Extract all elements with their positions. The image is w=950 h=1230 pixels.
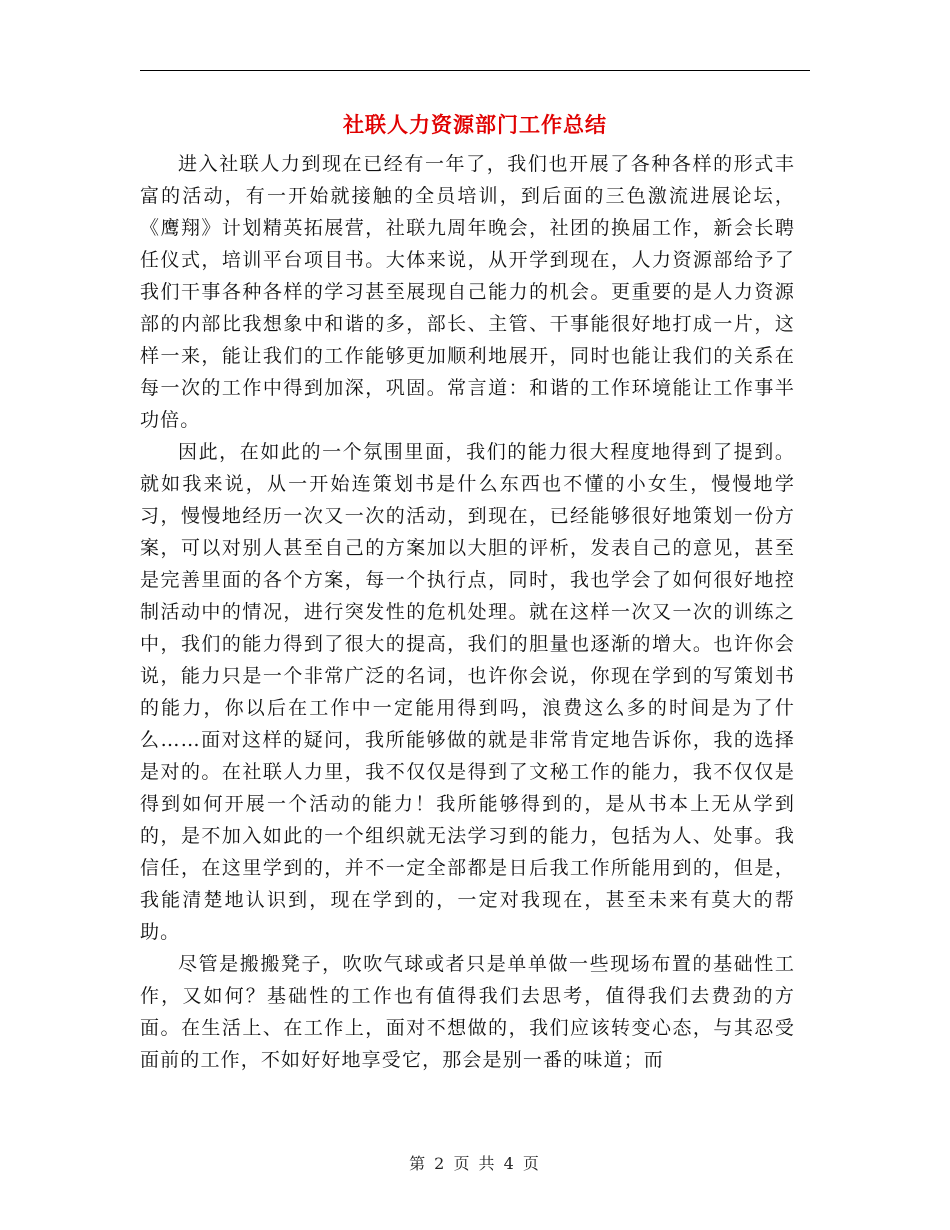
paragraph-2: 因此，在如此的一个氛围里面，我们的能力很大程度地得到了提到。就如我来说，从一开始连策划书是什么东西也不懂的小女生，慢慢地学习，慢慢地经历一次又一次的活动，到现在，已经能够很好地策划一份方案，可以对别人甚至自己的方案加以大胆的评析，发表自己的意见，甚至是完善里面的各个方案，每一个执行点，同时，我也学会了如何很好地控制活动中的情况，进行突发性的危机处理。就在这样一次又一次的训练之中，我们的能力得到了很大的提高，我们的胆量也逐渐的增大。也许你会说，能力只是一个非常广泛的名词，也许你会说，你现在学到的写策划书的能力，你以后在工作中一定能用得到吗，浪费这么多的时间是为了什么……面对这样的疑问，我所能够做的就是非常肯定地告诉你，我的选择是对的。在社联人力里，我不仅仅是得到了文秘工作的能力，我不仅仅是得到如何开展一个活动的能力！我所能够得到的，是从书本上无从学到的，是不加入如此的一个组织就无法学习到的能力，包括为人、处事。我信任，在这里学到的，并不一定全部都是日后我工作所能用到的，但是，我能清楚地认识到，现在学到的，一定对我现在，甚至未来有莫大的帮助。 — [140, 441, 795, 943]
page-number-footer: 第 2 页 共 4 页 — [409, 1154, 541, 1173]
paragraph-1: 进入社联人力到现在已经有一年了，我们也开展了各种各样的形式丰富的活动，有一开始就接触的全员培训，到后面的三色激流进展论坛，《鹰翔》计划精英拓展营，社联九周年晚会，社团的换届工作，新会长聘任仪式，培训平台项目书。大体来说，从开学到现在，人力资源部给予了我们干事各种各样的学习甚至展现自己能力的机会。更重要的是人力资源部的内部比我想象中和谐的多，部长、主管、干事能很好地打成一片，这样一来，能让我们的工作能够更加顺利地展开，同时也能让我们的关系在每一次的工作中得到加深，巩固。常言道：和谐的工作环境能让工作事半功倍。 — [140, 153, 795, 431]
document-body — [140, 148, 795, 1076]
paragraph-3: 尽管是搬搬凳子，吹吹气球或者只是单单做一些现场布置的基础性工作，又如何？基础性的工作也有值得我们去思考，值得我们去费劲的方面。在生活上、在工作上，面对不想做的，我们应该转变心态，与其忍受面前的工作，不如好好地享受它，那会是别一番的味道；而 — [140, 953, 795, 1071]
document-title: 社联人力资源部门工作总结 — [343, 112, 607, 137]
header-rule — [140, 70, 810, 71]
